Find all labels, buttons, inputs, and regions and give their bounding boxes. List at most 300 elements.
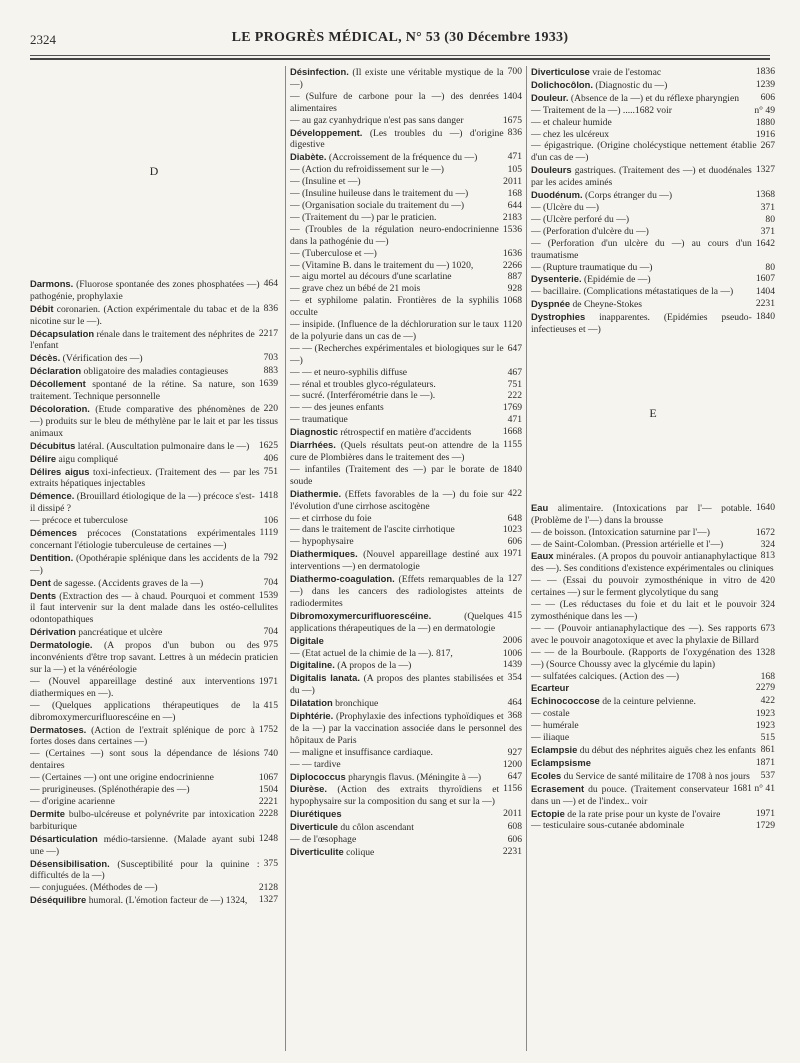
entry-heading: Ecrasement <box>531 782 585 794</box>
page-reference: 740 <box>263 748 278 760</box>
index-entry <box>290 176 522 188</box>
entry-text: (A propos de la —) <box>337 660 412 672</box>
page-reference: 1672 <box>755 526 775 538</box>
entry-heading: Diabète. <box>290 151 327 163</box>
entry-text: — — et neuro-syphilis diffuse <box>290 366 408 378</box>
index-entry <box>290 414 522 426</box>
index-entry <box>531 647 775 671</box>
entry-text: spontané de la rétine. Sa nature, son traitement. Technique personnelle <box>30 379 255 403</box>
entry-heading: Diplococcus <box>290 770 346 782</box>
index-entry <box>290 464 522 488</box>
entry-text: — sucré. (Interférométrie dans le —). <box>290 390 436 402</box>
page-reference: 537 <box>760 769 775 781</box>
entry-text: — (Quelques applications thérapeutiques de la dibromoxymercurifluorescéine en —) <box>30 699 260 723</box>
entry-heading: Dermite <box>30 807 65 819</box>
header-rule <box>30 55 770 56</box>
entry-heading: Décès. <box>30 352 61 364</box>
page-reference: 2011 <box>503 808 522 820</box>
page-reference: 168 <box>760 670 775 682</box>
entry-heading: Diathermiques. <box>290 548 358 560</box>
entry-text: (Quels résultats peut-on attendre de la cure de Plombières dans le traitement des —) <box>290 440 500 463</box>
entry-heading: Débit <box>30 302 54 314</box>
entry-text: — bacillaire. (Complications métastatiques de la —) <box>531 286 734 298</box>
page-reference: 1006 <box>502 647 522 659</box>
entry-heading: Désensibilisation. <box>30 857 110 869</box>
index-entry <box>531 140 775 164</box>
page-reference: 1675 <box>502 114 522 126</box>
entry-text: — aigu mortel au décours d'une scarlatine <box>290 271 452 283</box>
index-list <box>531 502 775 832</box>
entry-text: du début des néphrites aiguës chez les enfants <box>579 744 756 756</box>
page-reference: 471 <box>507 414 522 426</box>
entry-text: — insipide. (Influence de la déchloruration sur le taux de la polyurie dans un cas de —) <box>290 319 500 342</box>
page-reference: 1239 <box>755 78 775 90</box>
entry-text: — humérale <box>531 720 579 732</box>
index-entry <box>30 639 278 676</box>
index-entry <box>30 577 278 590</box>
entry-text: — chez les ulcéreux <box>531 128 610 140</box>
index-entry <box>531 744 775 757</box>
entry-heading: Douleurs <box>531 164 572 176</box>
page-reference: 1840 <box>755 311 775 323</box>
page-reference: 1068 <box>502 295 522 307</box>
page-reference: 1836 <box>755 66 775 77</box>
page-reference: 1971 <box>258 675 278 687</box>
page-reference: 1971 <box>502 548 522 560</box>
entry-heading: Duodénum. <box>531 189 583 201</box>
page-reference: 1536 <box>502 223 522 235</box>
index-entry <box>531 539 775 551</box>
index-entry <box>531 286 775 298</box>
page-reference: 127 <box>507 573 522 585</box>
index-entry <box>290 697 522 710</box>
entry-text: — (Sulfure de carbone pour la —) des denrées alimentaires <box>290 90 499 114</box>
entry-text: (Action de l'extrait splénique de porc à fortes doses dans certaines —) <box>30 724 255 748</box>
index-entry <box>531 682 775 695</box>
page-reference: 415 <box>507 609 522 621</box>
entry-heading: Ecoles <box>531 769 562 781</box>
entry-text: — (Action du refroidissement sur le —) <box>290 164 444 176</box>
index-entry <box>531 527 775 539</box>
page-reference: 2006 <box>502 634 522 646</box>
header-rule-thick <box>30 58 770 60</box>
index-entry <box>290 536 522 548</box>
index-entry <box>290 610 522 635</box>
entry-text: — (Traitement du —) par le praticien. <box>290 211 437 223</box>
entry-text: — — (Recherches expérimentales et biologiques sur le —) <box>290 342 504 366</box>
entry-text: rénale dans le traitement des néphrites de l'enfant <box>30 328 255 352</box>
journal-title: LE PROGRÈS MÉDICAL, N° 53 (30 Décembre 1933) <box>231 30 569 45</box>
entry-text: — — tardive <box>290 758 341 770</box>
entry-heading: Diagnostic <box>290 426 338 438</box>
page-reference: 371 <box>760 201 775 213</box>
entry-heading: Douleur. <box>531 91 569 103</box>
entry-text: — (Insuline huileuse dans le traitement du —) <box>290 188 469 200</box>
page-reference: 887 <box>507 271 522 283</box>
index-entry <box>290 200 522 212</box>
entry-heading: Digitalis lanata. <box>290 672 360 684</box>
index-entry <box>290 402 522 414</box>
page-reference: 704 <box>263 626 278 638</box>
index-list <box>290 66 522 859</box>
index-entry <box>290 573 522 610</box>
entry-heading: Ectopie <box>531 807 565 819</box>
page-reference: 422 <box>507 487 522 499</box>
page-reference: 267 <box>760 140 775 152</box>
column-2 <box>285 66 522 1051</box>
page-reference: 2217 <box>258 327 278 339</box>
index-entry <box>30 552 278 577</box>
entry-text: (A propos des plantes stabilisées et du —) <box>290 673 504 697</box>
section-letter-e: E <box>649 405 657 420</box>
index-entry <box>30 748 278 772</box>
page-reference: 1752 <box>258 723 278 735</box>
page-reference: 2128 <box>258 882 278 894</box>
index-entry <box>30 440 278 453</box>
index-entry <box>290 212 522 224</box>
entry-text: — et syphilome palatin. Frontières de la syphilis occulte <box>290 295 499 319</box>
index-entry <box>531 695 775 708</box>
index-entry <box>531 273 775 286</box>
index-entry <box>290 834 522 846</box>
index-entry <box>290 524 522 536</box>
index-entry <box>30 772 278 784</box>
page-header <box>30 30 770 52</box>
entry-heading: Diarrhées. <box>290 439 336 451</box>
page-reference: 464 <box>507 697 522 709</box>
entry-text: (Accroissement de la fréquence du —) <box>328 152 478 164</box>
entry-text: (Prophylaxie des infections typhoïdiques et de la —) par la vaccination associée dans le personnel des hôpitaux de Paris <box>290 711 522 746</box>
entry-text: inapparentes. (Epidémies pseudo-infectieuses et —) <box>531 312 752 336</box>
entry-text: gastriques. (Traitement des —) et duodénales par les acides aminés <box>531 165 752 189</box>
entry-text: — (Organisation sociale du traitement du —) <box>290 199 465 211</box>
entry-text: (Absence de la —) et du réflexe pharyngien <box>570 92 740 104</box>
entry-text: — (Nouvel appareillage destiné aux interventions diathermiques en —). <box>30 675 255 699</box>
page-reference: 1404 <box>502 90 522 102</box>
index-entry <box>290 747 522 759</box>
entry-text: aigu compliqué <box>58 453 118 465</box>
page-reference: 1439 <box>502 659 522 671</box>
entry-text: — prurigineuses. (Splénothérapie des —) <box>30 784 190 796</box>
entry-text: (Etude comparative des phénomènes de —) produits sur le bleu de méthylène par le lait et par les tissus animaux <box>30 403 278 439</box>
entry-heading: Dysenterie. <box>531 273 582 285</box>
entry-heading: Délire <box>30 452 57 464</box>
entry-heading: Eclampsie <box>531 743 578 755</box>
page-reference: 2231 <box>755 298 775 310</box>
entry-text: — hypophysaire <box>290 536 354 548</box>
page-reference: 883 <box>263 365 278 377</box>
page-reference: 1327 <box>755 164 775 176</box>
page-reference: 1923 <box>755 720 775 732</box>
page-reference: 324 <box>760 599 775 611</box>
index-entry <box>290 821 522 834</box>
entry-heading: Diphtérie. <box>290 710 334 722</box>
page-reference: 1404 <box>755 286 775 298</box>
entry-heading: Dolichocôlon. <box>531 78 593 90</box>
index-entry <box>531 105 775 117</box>
index-entry <box>531 808 775 821</box>
index-entry <box>30 808 278 833</box>
entry-text: du côlon ascendant <box>340 822 414 834</box>
entry-heading: Diverticulose <box>531 66 590 77</box>
page-reference: 1769 <box>502 402 522 414</box>
entry-text: obligatoire des maladies contagieuses <box>83 366 229 378</box>
entry-heading: Dermatologie. <box>30 639 93 651</box>
entry-heading: Déclaration <box>30 365 82 377</box>
entry-text: — précoce et tuberculose <box>30 515 128 527</box>
entry-text: — rénal et troubles glyco-régulateurs. <box>290 378 436 390</box>
entry-text: — — (Les réductases du foie et du lait et le pouvoir zymosthénique dans les —) <box>531 599 757 622</box>
page-reference: 1120 <box>503 319 522 331</box>
page-reference: 975 <box>263 639 278 651</box>
entry-text: — (Troubles de la régulation neuro-endocrinienne dans la pathogénie du —) <box>290 223 499 247</box>
page-reference: 375 <box>263 857 278 869</box>
entry-heading: Dentition. <box>30 551 74 563</box>
entry-text: de Cheyne-Stokes <box>572 299 643 311</box>
entry-text: — — de la Bourboule. (Rapports de l'oxygénation des —) (Source Choussy avec la glycémie du lapin) <box>531 646 752 670</box>
entry-text: (Corps étranger du —) <box>584 190 673 202</box>
index-entry <box>290 390 522 402</box>
index-entry <box>30 453 278 466</box>
index-entry <box>531 226 775 238</box>
entry-text: (Opothérapie splénique dans les accidents de la —) <box>30 552 260 576</box>
page-reference: 1640 <box>755 501 775 513</box>
index-entry <box>290 224 522 248</box>
page-reference: 1668 <box>502 426 522 438</box>
entry-text: — et cirrhose du foie <box>290 512 372 524</box>
entry-text: du pouce. (Traitement conservateur dans un —) et de l'index.. voir <box>531 783 729 807</box>
entry-heading: Dystrophies <box>531 311 586 323</box>
page-reference: 420 <box>760 575 775 587</box>
page-reference: 1368 <box>755 189 775 201</box>
entry-heading: Démence. <box>30 490 75 502</box>
page-reference: 1923 <box>755 708 775 720</box>
entry-text: humoral. (L'émotion facteur de —) 1324, <box>88 895 248 907</box>
entry-text: — Traitement de la —) .....1682 voir <box>531 104 672 116</box>
entry-text: — — (Essai du pouvoir zymosthénique in vitro de certaines —) sur le ferment glycolytique du sang <box>531 575 757 599</box>
index-entry <box>30 303 278 328</box>
index-entry <box>290 271 522 283</box>
page-reference: 1067 <box>258 772 278 784</box>
page-reference: 1200 <box>502 758 522 770</box>
index-entry <box>30 365 278 378</box>
entry-text: latéral. (Auscultation pulmonaire dans le —) <box>77 440 250 452</box>
page-reference: 836 <box>263 302 278 314</box>
entry-text: rétrospectif en matière d'accidents <box>340 427 472 439</box>
page-reference: n° 49 <box>754 104 775 116</box>
index-entry <box>290 379 522 391</box>
index-entry <box>531 202 775 214</box>
page-reference: 1871 <box>755 756 775 768</box>
index-entry <box>531 783 775 808</box>
entry-heading: Désinfection. <box>290 66 349 77</box>
entry-text: — de boisson. (Intoxication saturnine par l'—) <box>531 526 710 538</box>
entry-heading: Décollement <box>30 378 86 390</box>
entry-text: — grave chez un bébé de 21 mois <box>290 283 421 295</box>
entry-text: — (Perforation d'un ulcère du —) au cours d'un traumatisme <box>531 237 752 261</box>
entry-text: (Effets favorables de la —) du foie sur l'évolution d'une cirrhose ascitogène <box>290 488 504 512</box>
entry-text: (Quelques applications thérapeutiques de la —) en dermatologie <box>290 610 504 634</box>
entry-text: — (Ulcère du —) <box>531 201 599 213</box>
page-reference: 422 <box>760 695 775 707</box>
index-entry <box>30 515 278 527</box>
index-entry <box>531 757 775 770</box>
entry-text: — (Insuline et —) <box>290 176 361 188</box>
entry-text: — testiculaire sous-cutanée abdominale <box>531 820 685 832</box>
page-reference: 606 <box>760 91 775 103</box>
page-reference: 751 <box>507 378 522 390</box>
index-entry <box>531 117 775 129</box>
index-entry <box>531 129 775 141</box>
page-reference: 1916 <box>755 128 775 140</box>
entry-text: — sulfatées calciques. (Action des —) <box>531 670 680 682</box>
entry-text: — d'origine acarienne <box>30 795 115 807</box>
entry-heading: Digitaline. <box>290 659 335 671</box>
column-3 <box>526 66 775 1051</box>
entry-text: bronchique <box>335 698 379 710</box>
index-entry <box>290 115 522 127</box>
entry-text: — iliaque <box>531 732 570 744</box>
page-reference: 608 <box>507 821 522 833</box>
page-reference: 1539 <box>258 589 278 601</box>
entry-text: (Les troubles du —) d'origine digestive <box>290 127 504 151</box>
index-entry <box>290 295 522 319</box>
page-reference: 368 <box>507 710 522 722</box>
entry-text: pancréatique et ulcère <box>78 627 163 639</box>
index-entry <box>531 262 775 274</box>
index-entry <box>531 550 775 575</box>
page-reference: 704 <box>263 576 278 588</box>
index-entry <box>290 648 522 660</box>
index-entry <box>290 759 522 771</box>
entry-text: bulbo-ulcéreuse et polynévrite par intoxication barbiturique <box>30 808 255 832</box>
entry-heading: Dibromoxymercurifluorescéine. <box>290 609 432 621</box>
entry-heading: Dérivation <box>30 626 76 638</box>
entry-text: — (Rupture traumatique du —) <box>531 261 653 273</box>
entry-text: colique <box>346 847 375 858</box>
page-reference: 1840 <box>502 463 522 475</box>
entry-heading: Diurétiques <box>290 808 342 820</box>
index-entry <box>290 548 522 573</box>
entry-heading: Eclampsisme <box>531 756 591 768</box>
index-entry <box>290 367 522 379</box>
index-entry <box>290 488 522 513</box>
entry-text: (A propos d'un bubon ou des inconvénients d'être trop savant. Lettres à un médecin praticien sur la —) et la vénéréologie <box>30 640 278 675</box>
entry-text: — (Certaines —) ont une origine endocrinienne <box>30 772 214 784</box>
index-entry <box>531 502 775 527</box>
page-reference: 1418 <box>258 490 278 502</box>
page-reference: 2266 <box>502 259 522 271</box>
index-entry <box>531 311 775 336</box>
entry-text: vraie de l'estomac <box>592 67 662 78</box>
entry-heading: Décoloration. <box>30 402 90 414</box>
entry-heading: Désarticulation <box>30 832 98 844</box>
entry-text: — de l'œsophage <box>290 834 357 846</box>
entry-text: (Effets remarquables de la —) dans les cancers des radiologistes atteints de radiodermites <box>290 574 522 609</box>
page-reference: 1880 <box>755 116 775 128</box>
page-reference: 927 <box>507 746 522 758</box>
index-entry <box>531 820 775 832</box>
entry-text: (Brouillard étiologique de la —) précoce s'est-il dissipé ? <box>30 491 255 515</box>
entry-text: coronarien. (Action expérimentale du tabac et de la nicotine sur le —). <box>30 303 260 327</box>
entry-text: (Epidémie de —) <box>583 274 651 286</box>
page-reference: 222 <box>507 390 522 402</box>
entry-heading: Décapsulation <box>30 327 95 339</box>
entry-text: — (Etat actuel de la chimie de la —). 817, <box>290 647 453 659</box>
entry-text: minérales. (A propos du pouvoir antianaphylactique des —). Ses conditions d'existence expérimentales ou cliniques <box>531 551 774 575</box>
page-reference: 2228 <box>258 807 278 819</box>
index-entry <box>290 164 522 176</box>
page-reference: 354 <box>507 672 522 684</box>
page-reference: 464 <box>263 277 278 289</box>
index-entry <box>290 283 522 295</box>
page-reference: 324 <box>760 538 775 550</box>
page-reference: 1607 <box>755 273 775 285</box>
entry-text: (Action des extraits thyroïdiens et hypophysaire sur la composition du sang et sur la —) <box>290 784 500 808</box>
entry-text: — — (Pouvoir antianaphylactique des —). Ses rapports avec le pouvoir anagotoxique et avec la phylaxie de Billard <box>531 622 759 646</box>
page-reference: 606 <box>507 536 522 548</box>
index-entry <box>290 635 522 648</box>
entry-heading: Eaux <box>531 550 554 562</box>
entry-heading: Développement. <box>290 126 363 138</box>
index-entry <box>290 188 522 200</box>
entry-heading: Eau <box>531 501 549 513</box>
index-entry <box>30 784 278 796</box>
page-reference: 606 <box>507 834 522 846</box>
index-entry <box>531 189 775 202</box>
index-entry <box>30 328 278 353</box>
index-entry <box>531 708 775 720</box>
entry-text: du Service de santé militaire de 1708 à nos jours <box>563 770 750 782</box>
page-reference: 220 <box>263 402 278 414</box>
page-reference: 471 <box>507 151 522 163</box>
index-entry <box>30 724 278 749</box>
page-reference: 1636 <box>502 247 522 259</box>
section-letter-d: D <box>149 164 159 178</box>
entry-heading: Dent <box>30 576 51 588</box>
entry-text: toxi-infectieux. (Traitement des — par les extraits hépatiques injectables <box>30 466 260 490</box>
index-entry <box>290 248 522 260</box>
entry-text: — (Tuberculose et —) <box>290 247 377 259</box>
entry-heading: Dilatation <box>290 697 333 709</box>
page-number: 2324 <box>30 32 56 47</box>
page-reference: 703 <box>263 352 278 364</box>
index-entry <box>531 79 775 92</box>
index-entry <box>30 796 278 808</box>
index-entry <box>290 846 522 859</box>
page-reference: 1681 n° 41 <box>732 782 775 794</box>
page-reference: 515 <box>760 732 775 744</box>
entry-heading: Echinococcose <box>531 695 600 707</box>
page-reference: 700 <box>507 66 522 77</box>
entry-heading: Dyspnée <box>531 298 571 310</box>
index-list <box>30 278 278 907</box>
page-reference: 2279 <box>755 682 775 694</box>
entry-heading: Diathermo-coagulation. <box>290 573 395 585</box>
entry-heading: Déséquilibre <box>30 894 87 906</box>
entry-text: (Vérification des —) <box>62 353 143 365</box>
index-entry <box>30 278 278 303</box>
index-entry <box>531 599 775 623</box>
entry-text: — maligne et insuffisance cardiaque. <box>290 746 433 758</box>
entry-text: (Susceptibilité pour la quinine : difficultés de la —) <box>30 858 260 882</box>
page-reference: 105 <box>507 164 522 176</box>
index-entry <box>30 833 278 858</box>
page-reference: 836 <box>507 126 522 138</box>
entry-heading: Diverticulite <box>290 846 344 857</box>
index-entry <box>531 298 775 311</box>
index-entry <box>30 490 278 515</box>
